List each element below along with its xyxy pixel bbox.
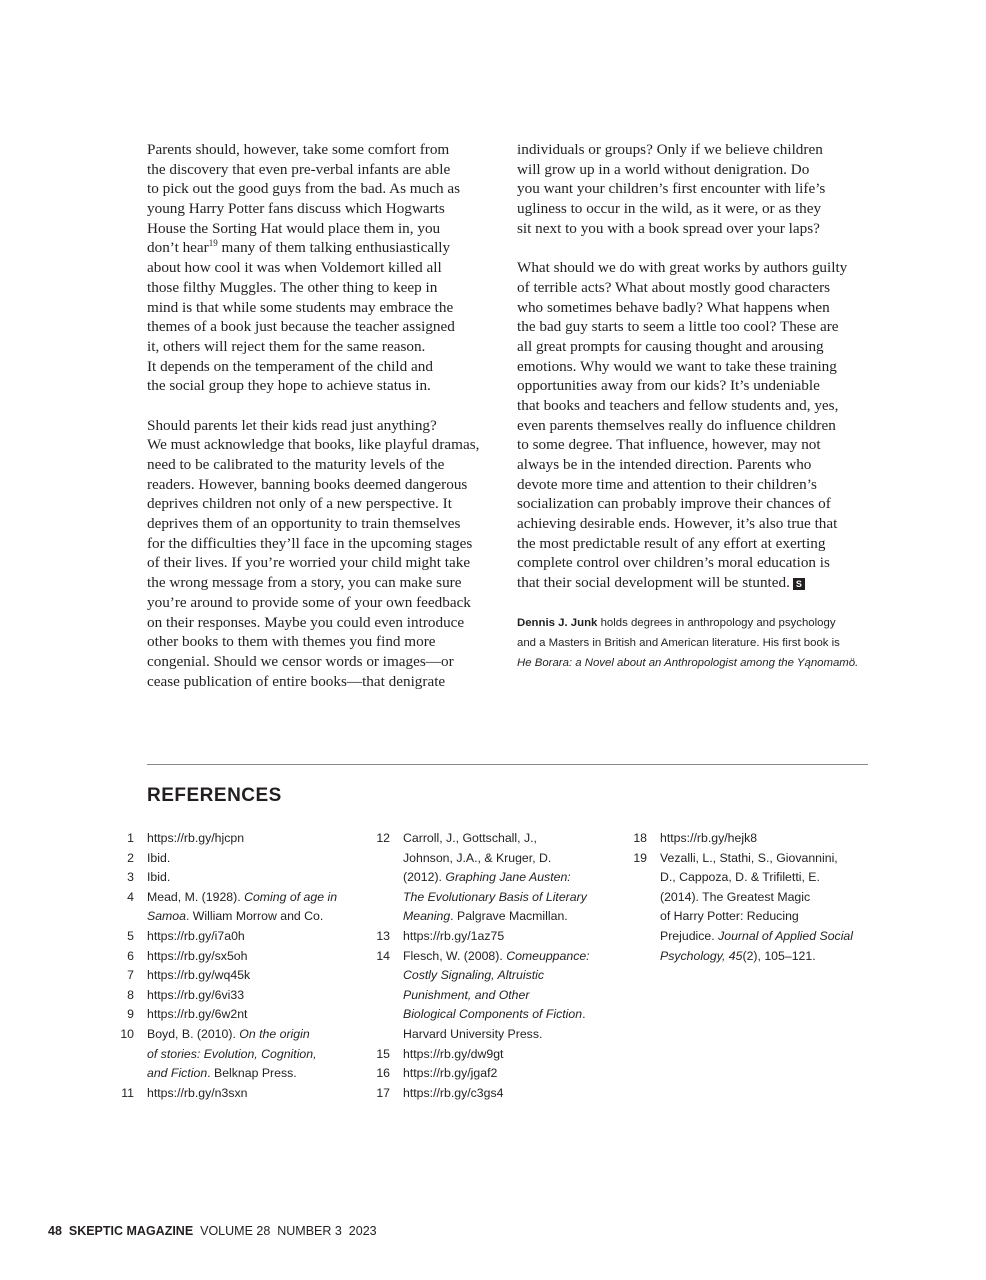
reference-text: Mead, M. (1928). Coming of age in Samoa. William Morrow and Co. bbox=[147, 889, 338, 924]
text-line: other books to them with themes you find more bbox=[147, 633, 436, 651]
author-name: Dennis J. Junk bbox=[517, 617, 598, 629]
reference-text: https://rb.gy/jgaf2 bbox=[403, 1066, 498, 1081]
reference-number: 8 bbox=[127, 987, 134, 1002]
text-line: the bad guy starts to seem a little too cool? These are bbox=[517, 318, 839, 336]
reference-item bbox=[112, 947, 352, 967]
text-line: don’t hear$^{19}$ many of them talking enthusiastically bbox=[147, 238, 451, 257]
bio-line: Dennis J. Junk holds degrees in anthropology and psychology bbox=[517, 617, 836, 629]
book-title: He Borara: a Novel about an Anthropologist among the Yąnomamö. bbox=[517, 656, 859, 669]
reference-number: 11 bbox=[121, 1085, 134, 1100]
reference-number: 2 bbox=[127, 850, 134, 865]
paragraph bbox=[147, 416, 497, 692]
text-line: socialization can probably improve their chances of bbox=[517, 495, 831, 513]
text-line: What should we do with great works by authors guilty bbox=[517, 259, 848, 277]
text-line: themes of a book just because the teacher assigned bbox=[147, 318, 455, 336]
text-line: opportunities away from our kids? It’s undeniable bbox=[517, 377, 820, 395]
text-line: need to be calibrated to the maturity levels of the bbox=[147, 456, 445, 473]
text-line: deprives children not only of a new perspective. It bbox=[147, 495, 452, 513]
text-line: always be in the intended direction. Parents who bbox=[517, 456, 812, 473]
reference-number: 16 bbox=[376, 1066, 390, 1081]
reference-text: https://rb.gy/1az75 bbox=[403, 928, 505, 943]
text-line: to some degree. That influence, however, may not bbox=[517, 436, 821, 454]
reference-number: 3 bbox=[127, 870, 134, 885]
reference-item bbox=[112, 849, 352, 869]
reference-number: 12 bbox=[376, 831, 390, 845]
text-line: achieving desirable ends. However, it’s also true that bbox=[517, 515, 838, 533]
reference-item bbox=[625, 829, 875, 849]
text-line: young Harry Potter fans discuss which Hogwarts bbox=[147, 200, 445, 218]
page-footer bbox=[48, 1224, 377, 1238]
text-line: the social group they hope to achieve status in. bbox=[147, 377, 431, 395]
reference-item bbox=[112, 1005, 352, 1025]
paragraph bbox=[517, 140, 872, 238]
section-divider bbox=[147, 764, 868, 765]
text-line: the wrong message from a story, you can make sure bbox=[147, 574, 462, 592]
reference-text: Ibid. bbox=[147, 870, 171, 885]
issue-number: NUMBER 3 bbox=[277, 1224, 342, 1238]
text-line: It depends on the temperament of the child and bbox=[147, 357, 433, 375]
text-line: cease publication of entire books—that denigrate bbox=[147, 672, 446, 690]
article-column-right bbox=[517, 140, 872, 593]
bio-line bbox=[517, 654, 877, 674]
page-number: 48 bbox=[48, 1224, 62, 1238]
reference-text: https://rb.gy/i7a0h bbox=[147, 928, 245, 943]
reference-number: 15 bbox=[376, 1046, 390, 1061]
reference-text: https://rb.gy/sx5oh bbox=[147, 948, 248, 963]
reference-item bbox=[368, 1084, 608, 1104]
text-line: on their responses. Maybe you could even introduce bbox=[147, 613, 465, 631]
reference-item bbox=[368, 927, 608, 947]
text-line: Should parents let their kids read just anything? bbox=[147, 416, 437, 434]
volume: VOLUME 28 bbox=[200, 1224, 271, 1238]
text-line: for the difficulties they’ll face in the upcoming stages bbox=[147, 534, 473, 552]
reference-number: 17 bbox=[376, 1085, 390, 1100]
text-line: all great prompts for causing thought and arousing bbox=[517, 337, 824, 355]
text-line: the most predictable result of any effort at exerting bbox=[517, 534, 826, 552]
text-line: to pick out the good guys from the bad. As much as bbox=[147, 180, 460, 198]
reference-text: https://rb.gy/6w2nt bbox=[147, 1007, 248, 1022]
reference-item bbox=[112, 966, 352, 986]
text-line: readers. However, banning books deemed dangerous bbox=[147, 475, 468, 493]
paragraph bbox=[517, 258, 872, 593]
reference-item bbox=[368, 829, 608, 927]
reference-text: https://rb.gy/hejk8 bbox=[660, 831, 758, 845]
text-line: Parents should, however, take some comfort from bbox=[147, 141, 450, 158]
text-line: House the Sorting Hat would place them in, you bbox=[147, 219, 441, 237]
reference-item bbox=[112, 1025, 352, 1084]
text-line: you want your children’s first encounter with life’s bbox=[517, 180, 826, 198]
bio-line: and a Masters in British and American literature. His first book is bbox=[517, 636, 840, 649]
author-bio bbox=[517, 614, 877, 673]
reference-text: https://rb.gy/hjcpn bbox=[147, 831, 245, 845]
text-line: We must acknowledge that books, like playful dramas, bbox=[147, 436, 480, 454]
reference-number: 10 bbox=[120, 1026, 134, 1041]
text-line: sit next to you with a book spread over your laps? bbox=[517, 219, 820, 237]
footnote-ref: 19 bbox=[208, 238, 218, 249]
reference-item bbox=[368, 947, 608, 1045]
text-line: individuals or groups? Only if we believe children bbox=[517, 141, 823, 158]
end-of-article-icon: S bbox=[793, 578, 805, 590]
text-line: about how cool it was when Voldemort killed all bbox=[147, 259, 442, 277]
reference-number: 14 bbox=[376, 948, 390, 963]
references-column-2 bbox=[368, 829, 608, 1103]
reference-item bbox=[112, 927, 352, 947]
reference-text: Boyd, B. (2010). On the origin of stories: Evolution, Cognition, and Fiction. Belknap Press. bbox=[147, 1026, 317, 1081]
text-line: will grow up in a world without denigration. Do bbox=[517, 160, 810, 178]
text-line: the discovery that even pre-verbal infants are able bbox=[147, 160, 451, 178]
reference-text: https://rb.gy/6vi33 bbox=[147, 987, 245, 1002]
reference-number: 9 bbox=[127, 1007, 134, 1022]
year: 2023 bbox=[348, 1224, 377, 1238]
reference-text: https://rb.gy/c3gs4 bbox=[403, 1085, 504, 1100]
text-line: devote more time and attention to their children’s bbox=[517, 475, 817, 493]
reference-text: Vezalli, L., Stathi, S., Giovannini, D., Cappoza, D. & Trifiletti, E. (2014). The Greatest Magic of Harry Potter: Reducing Prejudice. Journal of Applied Social Psychology, 45(2), 105–121. bbox=[660, 850, 854, 963]
text-line: complete control over children’s moral education is bbox=[517, 554, 830, 572]
text-line: of their lives. If you’re worried your child might take bbox=[147, 554, 471, 572]
reference-number: 13 bbox=[376, 928, 390, 943]
text-line: that their social development will be stunted. S bbox=[517, 573, 872, 593]
reference-item bbox=[368, 1064, 608, 1084]
reference-item bbox=[625, 849, 875, 967]
reference-number: 5 bbox=[127, 928, 134, 943]
text-line: it, others will reject them for the same reason. bbox=[147, 337, 426, 355]
reference-item bbox=[112, 986, 352, 1006]
text-line: that books and teachers and fellow students and, yes, bbox=[517, 396, 839, 414]
magazine-name: SKEPTIC MAGAZINE bbox=[68, 1224, 194, 1238]
text-line: you’re around to provide some of your own feedback bbox=[147, 593, 471, 611]
text-line: even parents themselves really do influence children bbox=[517, 416, 836, 434]
text-line: congenial. Should we censor words or images—or bbox=[147, 652, 454, 670]
reference-number: 19 bbox=[633, 850, 647, 865]
reference-text: https://rb.gy/wq45k bbox=[147, 968, 251, 983]
reference-text: Carroll, J., Gottschall, J., Johnson, J.A., & Kruger, D. (2012). Graphing Jane Austen: The Evolutionary Basis of Literary Meaning. Palgrave Macmillan. bbox=[403, 831, 587, 924]
paragraph bbox=[147, 140, 497, 396]
reference-text: Flesch, W. (2008). Comeuppance: Costly Signaling, Altruistic Punishment, and Other Biological Components of Fiction. Harvard University Press. bbox=[403, 948, 590, 1041]
reference-item bbox=[112, 888, 352, 927]
references-heading: REFERENCES bbox=[147, 785, 282, 806]
references-column-3 bbox=[625, 829, 875, 966]
reference-number: 6 bbox=[127, 948, 134, 963]
reference-item bbox=[368, 1045, 608, 1065]
reference-item bbox=[112, 868, 352, 888]
reference-item bbox=[112, 1084, 352, 1104]
reference-number: 4 bbox=[127, 889, 134, 904]
reference-number: 7 bbox=[127, 968, 134, 983]
reference-text: https://rb.gy/n3sxn bbox=[147, 1085, 248, 1100]
text-line: ugliness to occur in the wild, as it were, or as they bbox=[517, 200, 822, 218]
reference-text: Ibid. bbox=[147, 850, 171, 865]
reference-text: https://rb.gy/dw9gt bbox=[403, 1046, 504, 1061]
text-line: those filthy Muggles. The other thing to keep in bbox=[147, 278, 438, 296]
reference-item bbox=[112, 829, 352, 849]
reference-number: 1 bbox=[127, 831, 134, 845]
references-column-1 bbox=[112, 829, 352, 1103]
text-line: of terrible acts? What about mostly good characters bbox=[517, 278, 831, 296]
reference-number: 18 bbox=[633, 831, 647, 845]
text-line: who sometimes behave badly? What happens when bbox=[517, 298, 830, 316]
text-line: emotions. Why would we want to take these training bbox=[517, 357, 837, 375]
text-line: mind is that while some students may embrace the bbox=[147, 298, 454, 316]
text-line: deprives them of an opportunity to train themselves bbox=[147, 515, 461, 533]
article-column-left bbox=[147, 140, 497, 691]
